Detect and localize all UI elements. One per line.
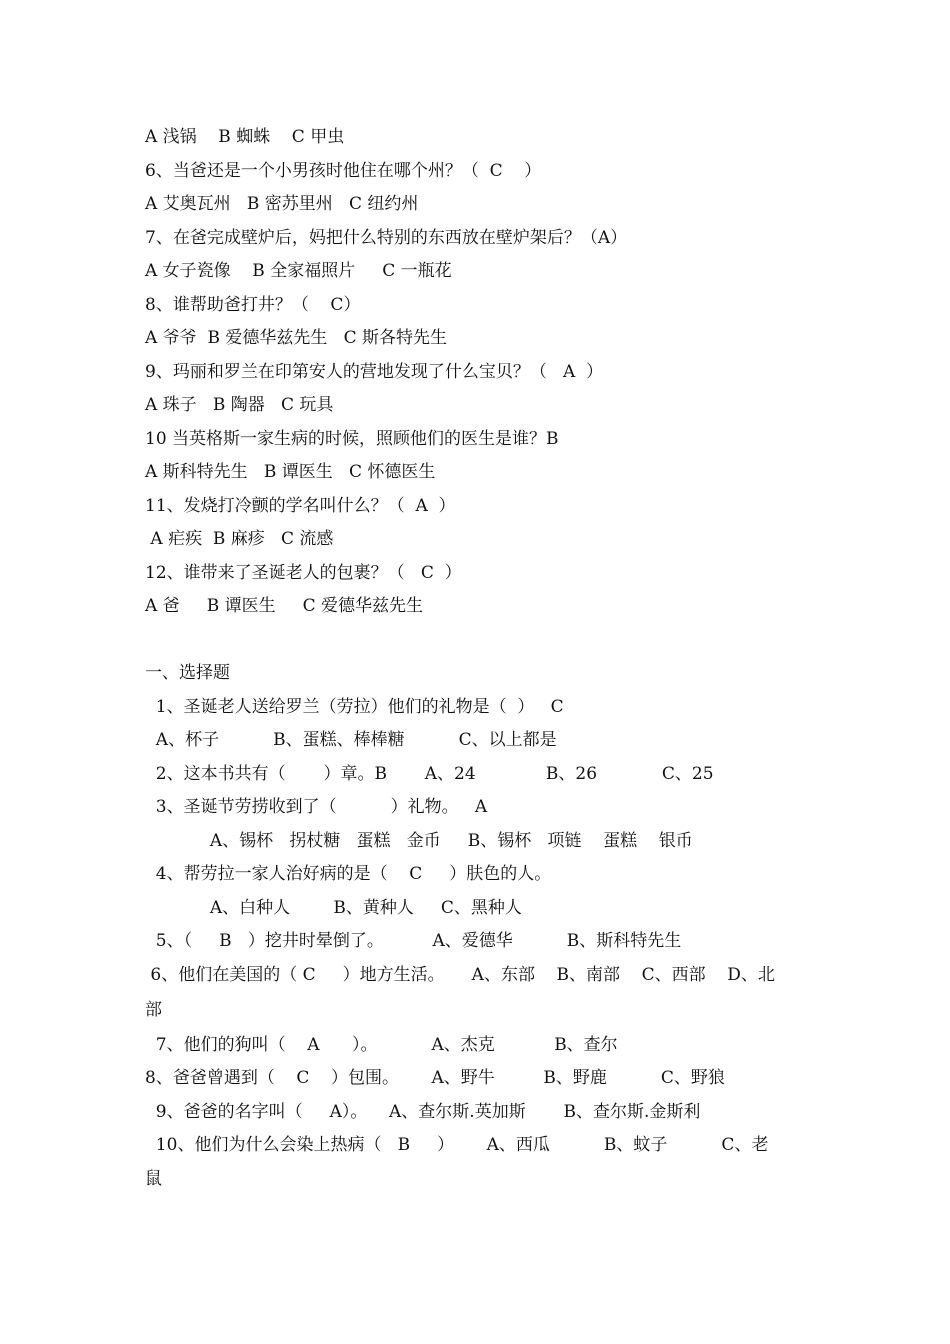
text-line: 8、谁帮助爸打井？（ C） [145, 295, 361, 315]
text-line: A 疟疾 B 麻疹 C 流感 [145, 529, 334, 549]
text-line: A 爷爷 B 爱德华兹先生 C 斯各特先生 [145, 328, 448, 348]
text-line: 2、这本书共有（ ）章。B A、24 B、26 C、25 [145, 764, 714, 784]
text-line: A 斯科特先生 B 谭医生 C 怀德医生 [145, 462, 436, 482]
text-line: A 爸 B 谭医生 C 爱德华兹先生 [145, 596, 424, 616]
text-line: A、白种人 B、黄种人 C、黑种人 [145, 898, 522, 918]
text-line: 9、爸爸的名字叫（ A）。 A、查尔斯.英加斯 B、查尔斯.金斯利 [145, 1102, 701, 1122]
text-line: 8、爸爸曾遇到（ C ）包围。 A、野牛 B、野鹿 C、野狼 [145, 1068, 725, 1088]
text-line: 鼠 [145, 1169, 162, 1189]
text-line: 3、圣诞节劳捞收到了（ ）礼物。 A [145, 797, 488, 817]
text-line: A 艾奥瓦州 B 密苏里州 C 纽约州 [145, 194, 419, 214]
text-line: A、杯子 B、蛋糕、棒棒糖 C、以上都是 [145, 730, 557, 750]
section-heading: 一、选择题 [145, 663, 230, 683]
text-line: 12、谁带来了圣诞老人的包裹？（ C ） [145, 563, 462, 583]
text-line: 7、在爸完成壁炉后，妈把什么特别的东西放在壁炉架后？（A） [145, 228, 628, 248]
text-line: 6、他们在美国的（ C ）地方生活。 A、东部 B、南部 C、西部 D、北 [145, 965, 775, 985]
text-line: 5、（ B ）挖井时晕倒了。 A、爱德华 B、斯科特先生 [145, 931, 682, 951]
text-line: A 浅锅 B 蜘蛛 C 甲虫 [145, 127, 345, 147]
text-line: 10 当英格斯一家生病的时候，照顾他们的医生是谁？B [145, 429, 559, 449]
text-line: A、锡杯 拐杖糖 蛋糕 金币 B、锡杯 项链 蛋糕 银币 [145, 831, 693, 851]
text-line: 部 [145, 1000, 162, 1020]
text-line: 1、圣诞老人送给罗兰（劳拉）他们的礼物是（ ） C [145, 697, 564, 717]
text-line: 11、发烧打冷颤的学名叫什么？（ A ） [145, 496, 456, 516]
text-line: A 女子瓷像 B 全家福照片 C 一瓶花 [145, 261, 452, 281]
text-line: 6、当爸还是一个小男孩时他住在哪个州？（ C ） [145, 161, 542, 181]
text-line: A 珠子 B 陶器 C 玩具 [145, 395, 334, 415]
text-line: 4、帮劳拉一家人治好病的是（ C ）肤色的人。 [145, 864, 552, 884]
text-line: 10、他们为什么会染上热病（ B ） A、西瓜 B、蚊子 C、老 [145, 1135, 769, 1155]
text-line: 7、他们的狗叫（ A ）。 A、杰克 B、查尔 [145, 1035, 618, 1055]
text-line: 9、玛丽和罗兰在印第安人的营地发现了什么宝贝？（ A ） [145, 362, 604, 382]
